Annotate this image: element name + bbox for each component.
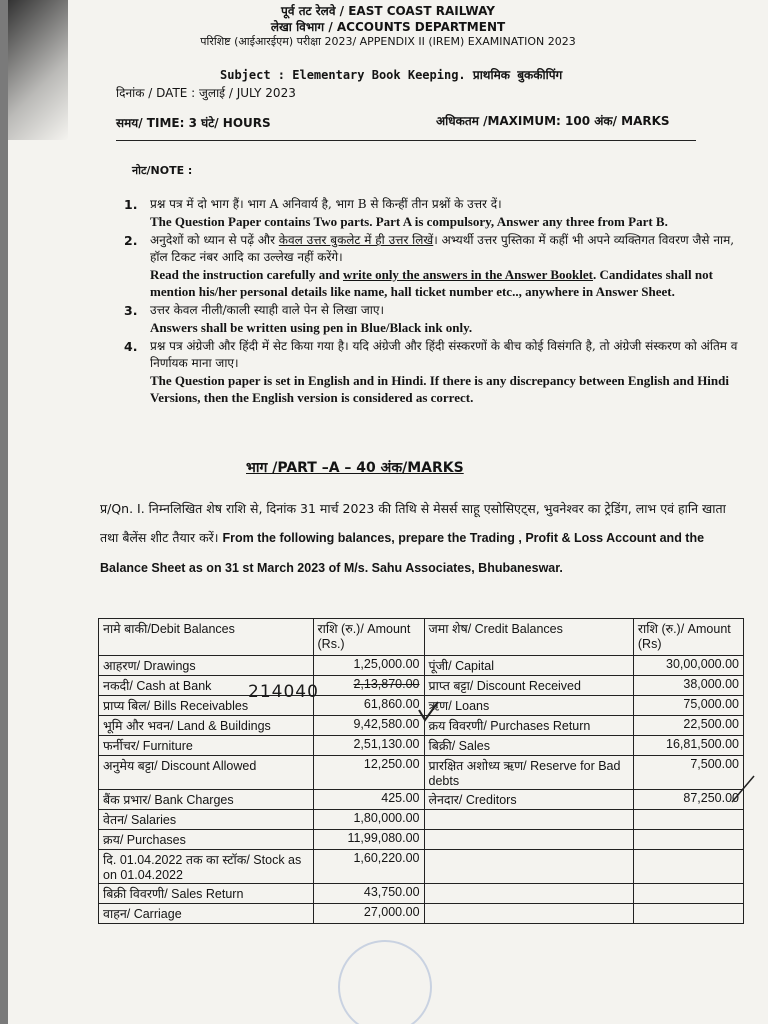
credit-amount-cell xyxy=(633,884,743,904)
debit-amount-cell: 2,13,870.00 xyxy=(313,676,424,696)
header-debit-amount: राशि (रु.)/ Amount (Rs.) xyxy=(313,619,424,656)
credit-amount-cell xyxy=(633,810,743,830)
debit-amount-cell: 27,000.00 xyxy=(313,904,424,924)
credit-amount-cell xyxy=(633,850,743,884)
credit-cell: प्राप्त बट्टा/ Discount Received xyxy=(424,676,633,696)
note-item xyxy=(124,302,740,336)
note-hindi: प्रश्न पत्र अंग्रेजी और हिंदी में सेट किया गया है। यदि अंग्रेजी और हिंदी संस्करणों के बीच कोई विसंगति है, तो अंग्रेजी संस्करण को अंतिम व निर्णायक माना जाए। xyxy=(150,339,738,370)
header-credit: जमा शेष/ Credit Balances xyxy=(424,619,633,656)
debit-amount-cell: 11,99,080.00 xyxy=(313,830,424,850)
debit-amount-cell: 1,60,220.00 xyxy=(313,850,424,884)
notes-list xyxy=(124,196,740,408)
credit-cell: बिक्री/ Sales xyxy=(424,736,633,756)
credit-cell: क्रय विवरणी/ Purchases Return xyxy=(424,716,633,736)
debit-cell: वेतन/ Salaries xyxy=(99,810,314,830)
credit-amount-cell: 75,000.00 xyxy=(633,696,743,716)
credit-cell: पूंजी/ Capital xyxy=(424,656,633,676)
note-english-underline: write only the answers in the Answer Booklet xyxy=(342,267,593,282)
credit-amount-cell: 16,81,500.00 xyxy=(633,736,743,756)
credit-cell xyxy=(424,904,633,924)
debit-cell: प्राप्य बिल/ Bills Receivables xyxy=(99,696,314,716)
debit-cell: आहरण/ Drawings xyxy=(99,656,314,676)
debit-cell: बैंक प्रभार/ Bank Charges xyxy=(99,790,314,810)
debit-cell: भूमि और भवन/ Land & Buildings xyxy=(99,716,314,736)
note-english xyxy=(150,266,740,300)
debit-cell: क्रय/ Purchases xyxy=(99,830,314,850)
debit-amount-cell: 61,860.00 xyxy=(313,696,424,716)
credit-amount-cell: 7,500.00 xyxy=(633,756,743,790)
credit-cell: ऋण/ Loans xyxy=(424,696,633,716)
debit-cell: फर्नीचर/ Furniture xyxy=(99,736,314,756)
table-header-row xyxy=(99,619,744,656)
credit-cell xyxy=(424,850,633,884)
note-hindi-post: । अभ्यर्थी उत्तर पुस्तिका में कहीं भी अपने व्यक्तिगत विवरण जैसे नाम, हॉल टिकट नंबर आदि का उल्लेख नहीं करेंगे। xyxy=(150,233,735,264)
note-hindi xyxy=(150,232,740,266)
header-divider xyxy=(116,140,696,141)
table-row xyxy=(99,676,744,696)
subject-line: Subject : Elementary Book Keeping. प्राथमिक बुककीपिंग xyxy=(220,68,563,82)
credit-cell xyxy=(424,810,633,830)
credit-amount-cell xyxy=(633,830,743,850)
table-row xyxy=(99,656,744,676)
table-row xyxy=(99,736,744,756)
question-text xyxy=(100,494,740,583)
railway-title: पूर्व तट रेलवे / EAST COAST RAILWAY xyxy=(281,4,495,18)
debit-amount-cell: 1,25,000.00 xyxy=(313,656,424,676)
header-credit-amount: राशि (रु.)/ Amount (Rs) xyxy=(633,619,743,656)
credit-cell: लेनदार/ Creditors xyxy=(424,790,633,810)
note-item xyxy=(124,232,740,300)
debit-cell: अनुमेय बट्टा/ Discount Allowed xyxy=(99,756,314,790)
table-row xyxy=(99,850,744,884)
debit-cell: बिक्री विवरणी/ Sales Return xyxy=(99,884,314,904)
checkmark-icon xyxy=(416,700,440,724)
debit-amount-cell: 2,51,130.00 xyxy=(313,736,424,756)
debit-amount-cell: 425.00 xyxy=(313,790,424,810)
note-number: 3. xyxy=(124,303,138,318)
credit-amount-cell: 22,500.00 xyxy=(633,716,743,736)
debit-amount-cell: 43,750.00 xyxy=(313,884,424,904)
note-english: Answers shall be written using pen in Blue/Black ink only. xyxy=(150,320,473,335)
debit-amount-cell: 12,250.00 xyxy=(313,756,424,790)
debit-amount-cell: 9,42,580.00 xyxy=(313,716,424,736)
note-number: 2. xyxy=(124,233,138,248)
table-row xyxy=(99,756,744,790)
department-title: लेखा विभाग / ACCOUNTS DEPARTMENT xyxy=(270,20,506,34)
exam-title: परिशिष्ट (आईआरईएम) परीक्षा 2023/ APPENDIX II (IREM) EXAMINATION 2023 xyxy=(200,35,576,48)
note-hindi: प्रश्न पत्र में दो भाग हैं। भाग A अनिवार्य है, भाग B से किन्हीं तीन प्रश्नों के उत्तर दें। xyxy=(150,197,502,211)
credit-cell: प्रारक्षित अशोध्य ऋण/ Reserve for Bad debts xyxy=(424,756,633,790)
note-english-pre: Read the instruction carefully and xyxy=(150,267,343,282)
header-debit: नामे बाकी/Debit Balances xyxy=(99,619,314,656)
note-hindi: उत्तर केवल नीली/काली स्याही वाले पेन से लिखा जाए। xyxy=(150,303,385,317)
note-item xyxy=(124,338,740,406)
faint-stamp xyxy=(338,940,432,1024)
pen-mark-icon xyxy=(730,772,756,806)
exam-paper xyxy=(8,0,768,1024)
question-english: From the following balances, prepare the Trading , Profit & Loss Account and the Balance Sheet as on 31 st March 2023 of M/s. Sahu Associates, Bhubaneswar. xyxy=(100,531,705,575)
credit-amount-cell: 87,250.00 xyxy=(633,790,743,810)
table-row xyxy=(99,790,744,810)
note-english-post: . Candidates shall not mention his/her personal details like name, hall ticket number etc.., anywhere in Answer Sheet. xyxy=(150,267,713,299)
balances-table xyxy=(98,618,744,924)
debit-cell: नकदी/ Cash at Bank xyxy=(99,676,314,696)
part-a-title: भाग /PART –A – 40 अंक/MARKS xyxy=(246,460,464,476)
note-hindi-underline: केवल उत्तर बुकलेट में ही उत्तर लिखें xyxy=(278,233,434,247)
date-line: दिनांक / DATE : जुलाई / JULY 2023 xyxy=(116,86,296,100)
note-item xyxy=(124,196,740,230)
credit-cell xyxy=(424,830,633,850)
credit-cell xyxy=(424,884,633,904)
table-row xyxy=(99,830,744,850)
table-row xyxy=(99,904,744,924)
credit-amount-cell xyxy=(633,904,743,924)
debit-amount-cell: 1,80,000.00 xyxy=(313,810,424,830)
note-hindi-pre: अनुदेशों को ध्यान से पढ़ें और xyxy=(150,233,279,247)
note-number: 1. xyxy=(124,197,138,212)
debit-cell: दि. 01.04.2022 तक का स्टॉक/ Stock as on 01.04.2022 xyxy=(99,850,314,884)
max-marks: अधिकतम /MAXIMUM: 100 अंक/ MARKS xyxy=(436,114,670,128)
note-english: The Question Paper contains Two parts. Part A is compulsory, Answer any three from Part B. xyxy=(150,214,668,229)
credit-amount-cell: 30,00,000.00 xyxy=(633,656,743,676)
note-label: नोट/NOTE : xyxy=(132,164,193,177)
note-number: 4. xyxy=(124,339,138,354)
credit-amount-cell: 38,000.00 xyxy=(633,676,743,696)
question-hindi: प्र/Qn. I. निम्नलिखित शेष राशि से, दिनांक 31 मार्च 2023 की तिथि से मेसर्स साहू एसोसिएट्स, भुवनेश्वर का ट्रेडिंग, लाभ एवं हानि खाता तथा बैलेंस शीट तैयार करें। xyxy=(100,501,726,545)
table-row xyxy=(99,810,744,830)
handwritten-cash-correction: 214040 xyxy=(248,682,319,702)
time-line: समय/ TIME: 3 घंटे/ HOURS xyxy=(116,116,271,130)
note-english: The Question paper is set in English and in Hindi. If there is any discrepancy between English and Hindi Versions, then the English version is considered as correct. xyxy=(150,373,729,405)
debit-cell: वाहन/ Carriage xyxy=(99,904,314,924)
table-row xyxy=(99,884,744,904)
